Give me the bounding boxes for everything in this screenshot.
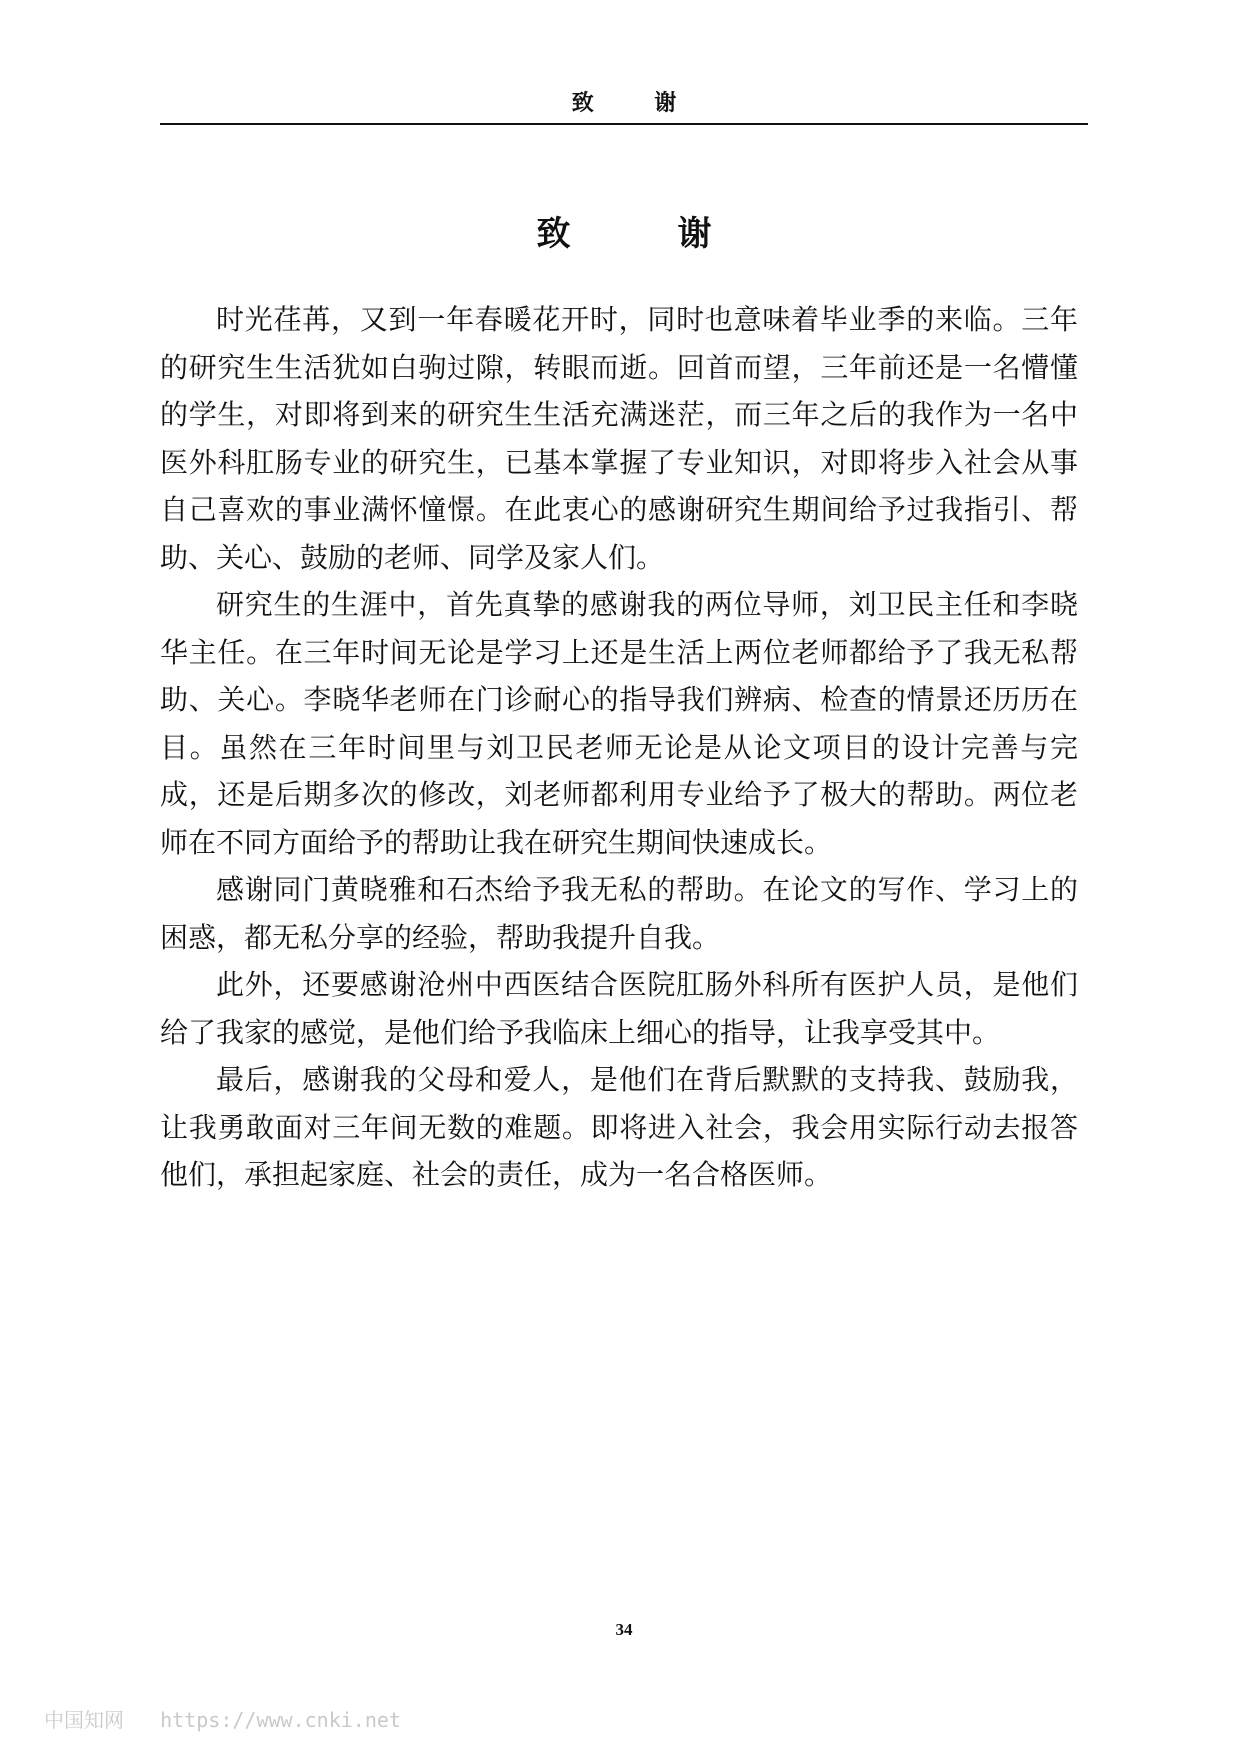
cnki-watermark: [44, 1704, 401, 1733]
paragraph-2: 研究生的生涯中，首先真挚的感谢我的两位导师，刘卫民主任和李晓华主任。在三年时间无论是学习上还是生活上两位老师都给予了我无私帮助、关心。李晓华老师在门诊耐心的指导我们辨病、检查的情景还历历在目。虽然在三年时间里与刘卫民老师无论是从论文项目的设计完善与完成，还是后期多次的修改，刘老师都利用专业给予了极大的帮助。两位老师在不同方面给予的帮助让我在研究生期间快速成长。: [160, 588, 1078, 859]
paragraph-5: 最后，感谢我的父母和爱人，是他们在背后默默的支持我、鼓励我，让我勇敢面对三年间无数的难题。即将进入社会，我会用实际行动去报答他们，承担起家庭、社会的责任，成为一名合格医师。: [160, 1063, 1078, 1191]
paragraph-3: 感谢同门黄晓雅和石杰给予我无私的帮助。在论文的写作、学习上的困惑，都无私分享的经验，帮助我提升自我。: [160, 873, 1078, 954]
paragraph-1: 时光荏苒，又到一年春暖花开时，同时也意味着毕业季的来临。三年的研究生生活犹如白驹过隙，转眼而逝。回首而望，三年前还是一名懵懂的学生，对即将到来的研究生生活充满迷茫，而三年之后的我作为一名中医外科肛肠专业的研究生，已基本掌握了专业知识，对即将步入社会从事自己喜欢的事业满怀憧憬。在此衷心的感谢研究生期间给予过我指引、帮助、关心、鼓励的老师、同学及家人们。: [160, 303, 1078, 574]
page-title: 致 谢: [536, 214, 760, 254]
cnki-url: https://www.cnki.net: [160, 1708, 401, 1732]
running-header-title: 致 谢: [571, 90, 703, 116]
page-number: 34: [615, 1620, 633, 1639]
cnki-logo-text: 中国知网: [44, 1708, 124, 1732]
header-rule: [160, 123, 1088, 125]
paragraph-4: 此外，还要感谢沧州中西医结合医院肛肠外科所有医护人员，是他们给了我家的感觉，是他们给予我临床上细心的指导，让我享受其中。: [160, 968, 1078, 1049]
acknowledgement-body: [160, 296, 1078, 1199]
